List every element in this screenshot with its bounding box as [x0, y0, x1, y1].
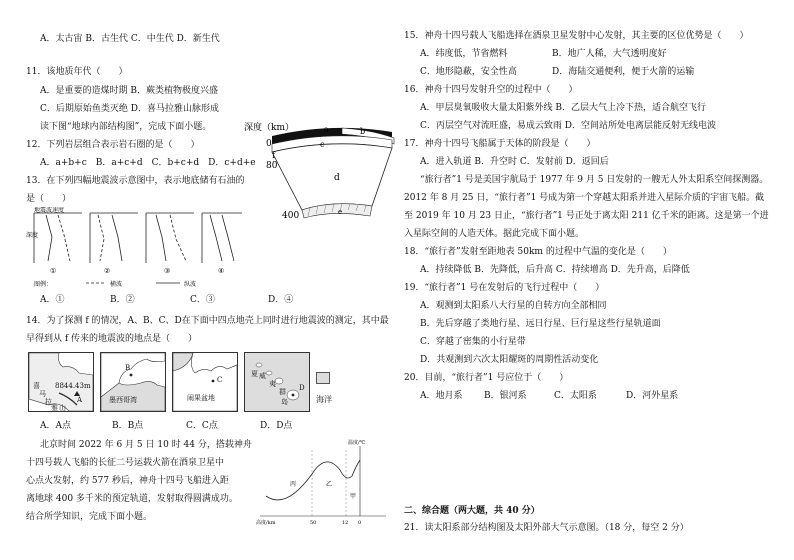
- q14-option-b: B．B点: [112, 421, 144, 431]
- earth-label-a: a: [324, 125, 329, 134]
- chart-layer-bing: 丙: [290, 481, 297, 488]
- seismic-legend-title: 图例：: [34, 281, 53, 288]
- q20-option-d: D．河外星系: [626, 391, 679, 401]
- q13-stem-line1: 13．在下列四幅地震波示意图中，表示地底储有石油的: [26, 176, 245, 186]
- map-d-hawaii: [244, 352, 310, 412]
- map-b-point: B: [125, 364, 131, 372]
- q11-stem: 11．该地质年代（ ）: [26, 67, 128, 77]
- q13-option-d: D．④: [268, 295, 294, 305]
- earth-interior-figure: [242, 118, 402, 226]
- earth-depth-80: 80: [266, 161, 278, 171]
- q14-option-d: D．D点: [260, 421, 293, 431]
- q14-option-c: C．C点: [186, 421, 218, 431]
- q15-option-d: D．海陆交通便利，便于火箭的运输: [552, 67, 695, 77]
- map-a-text-4: 雅: [51, 404, 58, 412]
- passage-15-line3: 心点火发射，约 577 秒后，神舟十四号飞船进入距: [26, 476, 229, 486]
- seismic-num-4: ④: [218, 267, 225, 275]
- q19-option-d: D．共观测到六次太阳耀斑的周期性活动变化: [420, 355, 599, 365]
- q18-stem: 18．“旅行者”发射至距地表 50km 的过程中气温的变化是（ ）: [404, 247, 672, 257]
- map-legend-label: 海洋: [316, 395, 332, 404]
- q19-stem: 19．“旅行者”1 号在发射后的飞行过程中（ ）: [404, 283, 605, 293]
- map-a-text-5: 山: [59, 404, 66, 412]
- seismic-depth-label: 深度: [26, 232, 39, 239]
- q11-options-cd: C．后期原始鱼类灭绝 D．喜马拉雅山脉形成: [40, 104, 219, 114]
- earth-label-c: c: [320, 140, 325, 149]
- q13-option-a: A．①: [40, 295, 65, 305]
- chart-layer-yi: 乙: [326, 481, 333, 488]
- earth-title: 深度（km）: [244, 123, 294, 133]
- map-c-basin: [172, 352, 238, 412]
- map-a-elevation: 8844.43m: [55, 382, 91, 390]
- map-b-gulf-mexico: [100, 352, 166, 412]
- q15-stem: 15．神舟十四号载人飞船选择在酒泉卫星发射中心发射，其主要的区位优势是（ ）: [404, 31, 749, 41]
- q21-stem: 21．读太阳系部分结构图及太阳外部大气示意图。（18 分，每空 2 分）: [404, 523, 689, 533]
- chart-xtick-0: 0: [358, 520, 362, 526]
- earth-label-b: b: [360, 127, 366, 136]
- map-d-text-1: 夏: [251, 370, 258, 378]
- passage-15-line1: 北京时间 2022 年 6 月 5 日 10 时 44 分，搭载神舟: [40, 440, 252, 450]
- chart-xlabel: 高度/km: [256, 520, 276, 526]
- map-a-text-2: 马: [39, 390, 46, 398]
- earth-label-f: f: [272, 151, 275, 160]
- q17-options: A．进入轨道 B．升空时 C．发射前 D．返回后: [420, 157, 609, 167]
- map-d-text-2: 威: [259, 372, 266, 380]
- passage-15-line5: 结合所学知识，完成下面小题。: [26, 512, 153, 522]
- map-c-name: 闹果盆地: [187, 394, 215, 402]
- map-c-point: C: [217, 376, 223, 384]
- q17-stem: 17．神舟十四号飞船属于天体的阶段是（ ）: [404, 139, 596, 149]
- passage-voyager-3: 至 2019 年 10 月 23 日止，“旅行者”1 号正处于离太阳 211 亿千米的距离。这是第一个进: [404, 211, 769, 221]
- chart-xtick-12: 12: [342, 520, 349, 526]
- q12-intro: 读下图“地球内部结构图”，完成下面小题。: [40, 122, 212, 132]
- q11-options-ab: A．是重要的造煤时期 B．蕨类植物极度兴盛: [40, 86, 218, 96]
- map-d-text-5: 岛: [281, 398, 288, 406]
- q15-option-c: C．地形隐蔽，安全性高: [420, 67, 517, 77]
- seismic-ylabel: 地震波速度: [34, 207, 65, 214]
- section-2-heading: 二、综合题（两大题，共 40 分）: [404, 506, 540, 516]
- passage-voyager-1: “旅行者”1 号是美国宇航局于 1977 年 9 月 5 日发射的一艘无人外太阳系空间探测器。: [420, 175, 769, 185]
- map-a-point: A: [77, 396, 83, 404]
- map-a-text-3: 拉: [45, 398, 52, 406]
- q14-stem-line1: 14．为了探测 f 的情况，A、B、C、D在下面中四点地壳上同时进行地震波的测定，其中最: [26, 316, 389, 326]
- chart-xtick-50: 50: [310, 520, 317, 526]
- q14-stem-line2: 早得到从 f 传来的地震波的地点是（ ）: [26, 334, 198, 344]
- chart-layer-jia: 甲: [350, 493, 357, 500]
- q13-option-b: B．②: [110, 295, 135, 305]
- earth-depth-0: 0: [266, 139, 272, 149]
- passage-15-line2: 十四号载人飞船的长征二号运载火箭在酒泉卫星中: [26, 458, 225, 468]
- temperature-altitude-chart: [256, 436, 396, 526]
- q16-options-cd: C．丙层空气对流旺盛，易成云致雨 D．空间站所处电离层能反射无线电波: [420, 121, 716, 131]
- seismic-num-3: ③: [164, 267, 171, 275]
- map-a-text-1: 喜: [33, 382, 40, 390]
- map-b-name: 墨西哥湾: [109, 396, 137, 404]
- q12-stem: 12．下列岩层组合表示岩石圈的是（ ）: [26, 140, 200, 150]
- q12-options: A．a+b+c B．a+c+d C．b+c+d D．c+d+e: [40, 158, 256, 168]
- seismic-legend-dash: 横波: [110, 281, 123, 288]
- q19-option-c: C．穿越了密集的小行星带: [420, 337, 526, 347]
- chart-ylabel: 温度/℃: [348, 440, 366, 446]
- earth-label-e: e: [338, 208, 343, 216]
- seismic-num-1: ①: [50, 267, 57, 275]
- q13-option-c: C．③: [190, 295, 215, 305]
- q13-stem-line2: 是（ ）: [26, 194, 72, 204]
- passage-15-line4: 离地球 400 多千米的预定轨道，发射取得圆满成功。: [26, 494, 238, 504]
- seismic-num-2: ②: [104, 267, 111, 275]
- map-d-text-4: 群: [279, 388, 286, 396]
- seismic-legend-solid: 纵波: [184, 281, 197, 288]
- q14-option-a: A．A点: [40, 421, 71, 431]
- q20-option-b: B．银河系: [484, 391, 527, 401]
- q16-stem: 16．神舟十四号发射升空的过程中（ ）: [404, 85, 578, 95]
- q15-option-a: A．纬度低，节省燃料: [420, 49, 508, 59]
- map-d-point: D: [299, 384, 305, 392]
- map-a-himalaya: [28, 352, 94, 412]
- q18-options: A．持续降低 B．先降低，后升高 C．持续增高 D．先升高，后降低: [420, 265, 690, 275]
- earth-label-d: d: [334, 173, 340, 183]
- q20-stem: 20．目前，“旅行者”1 号应位于（ ）: [404, 373, 569, 383]
- passage-voyager-2: 2012 年 8 月 25 日，“旅行者”1 号成为第一个穿越太阳系并进入星际介质的宇宙飞船。截: [404, 193, 765, 203]
- q20-option-a: A．地月系: [420, 391, 463, 401]
- q20-option-c: C．太阳系: [554, 391, 597, 401]
- passage-voyager-4: 入星际空间的人造天体。据此完成下面小题。: [404, 229, 585, 239]
- seismic-wave-figure: [26, 207, 246, 289]
- map-legend-swatch: [316, 372, 330, 384]
- map-d-text-3: 夷: [269, 380, 276, 388]
- q16-options-ab: A．甲层臭氧吸收大量太阳紫外线 B．乙层大气上冷下热，适合航空飞行: [420, 103, 706, 113]
- q19-option-a: A．观测到太阳系八大行星的自转方向全部相同: [420, 301, 607, 311]
- q15-option-b: B．地广人稀，大气透明度好: [552, 49, 667, 59]
- q19-option-b: B．先后穿越了类地行星、远日行星、巨行星这些行星轨道面: [420, 319, 661, 329]
- earth-depth-400: 400: [282, 211, 300, 221]
- q10-options: A．太古宙 B．古生代 C．中生代 D．新生代: [40, 34, 220, 44]
